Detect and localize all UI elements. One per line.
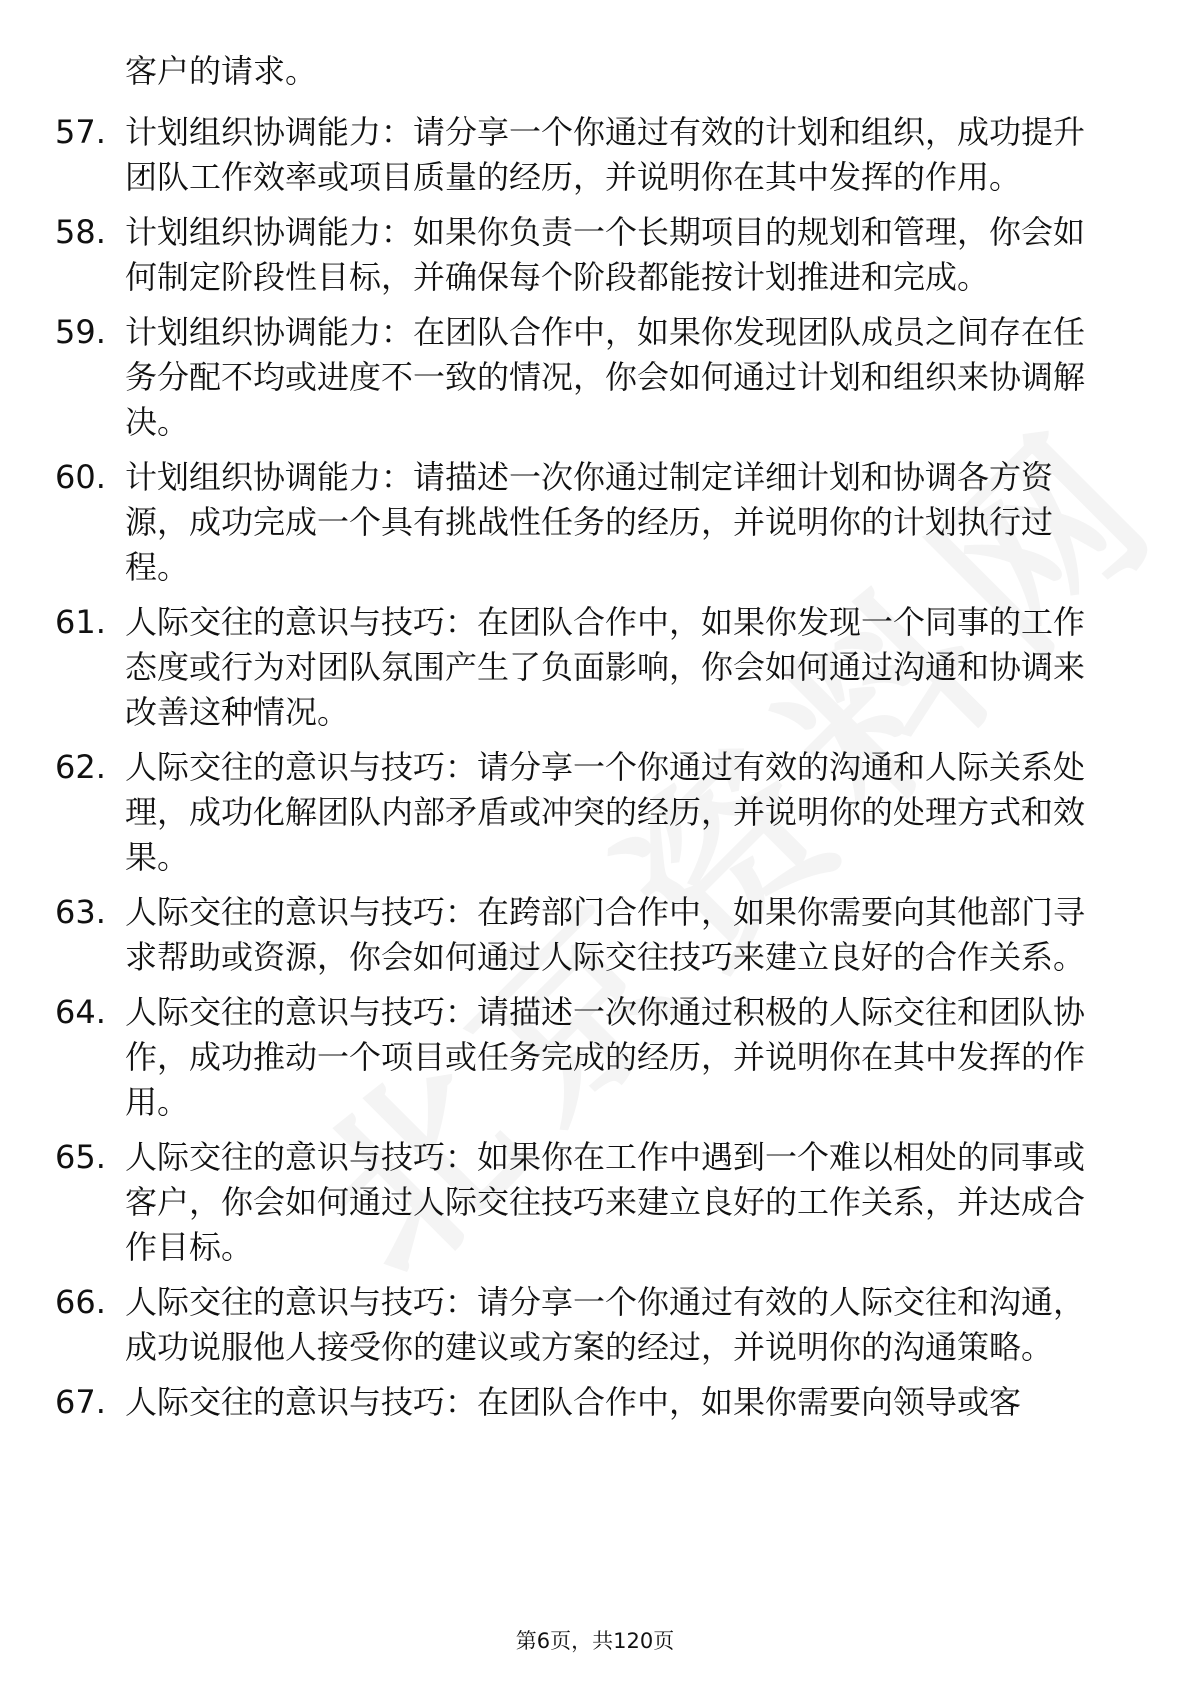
question-number: 64.	[55, 993, 106, 1031]
question-text: 计划组织协调能力：如果你负责一个长期项目的规划和管理，你会如何制定阶段性目标，并确保每个阶段都能按计划推进和完成。	[125, 213, 1086, 296]
question-number: 62.	[55, 748, 106, 786]
page-footer: 第6页，共120页	[515, 1629, 675, 1653]
question-number: 66.	[55, 1283, 106, 1321]
question-number: 63.	[55, 893, 106, 931]
question-item	[0, 1380, 1115, 1425]
question-number: 67.	[55, 1383, 106, 1421]
question-item	[0, 110, 1115, 200]
question-list	[0, 110, 1190, 1435]
question-number: 57.	[55, 113, 106, 151]
question-text: 人际交往的意识与技巧：在团队合作中，如果你需要向领导或客	[125, 1383, 1022, 1421]
question-number: 65.	[55, 1138, 106, 1176]
question-item	[0, 600, 1115, 735]
question-text: 人际交往的意识与技巧：请分享一个你通过有效的沟通和人际关系处理，成功化解团队内部矛盾或冲突的经历，并说明你的处理方式和效果。	[125, 748, 1086, 876]
question-item	[0, 210, 1115, 300]
question-text: 人际交往的意识与技巧：请描述一次你通过积极的人际交往和团队协作，成功推动一个项目或任务完成的经历，并说明你在其中发挥的作用。	[125, 993, 1086, 1121]
question-text: 人际交往的意识与技巧：如果你在工作中遇到一个难以相处的同事或客户，你会如何通过人际交往技巧来建立良好的工作关系，并达成合作目标。	[125, 1138, 1086, 1266]
question-text: 人际交往的意识与技巧：在跨部门合作中，如果你需要向其他部门寻求帮助或资源，你会如何通过人际交往技巧来建立良好的合作关系。	[125, 893, 1086, 976]
question-item	[0, 455, 1115, 590]
question-item	[0, 890, 1115, 980]
question-item	[0, 745, 1115, 880]
question-number: 58.	[55, 213, 106, 251]
question-text: 计划组织协调能力：请分享一个你通过有效的计划和组织，成功提升团队工作效率或项目质量的经历，并说明你在其中发挥的作用。	[125, 113, 1086, 196]
question-number: 60.	[55, 458, 106, 496]
question-item	[0, 990, 1115, 1125]
question-number: 59.	[55, 313, 106, 351]
question-text: 计划组织协调能力：在团队合作中，如果你发现团队成员之间存在任务分配不均或进度不一致的情况，你会如何通过计划和组织来协调解决。	[125, 313, 1086, 441]
continuation-text: 客户的请求。	[125, 52, 318, 90]
question-item	[0, 1280, 1115, 1370]
question-item	[0, 310, 1115, 445]
question-text: 计划组织协调能力：请描述一次你通过制定详细计划和协调各方资源，成功完成一个具有挑战性任务的经历，并说明你的计划执行过程。	[125, 458, 1054, 586]
question-text: 人际交往的意识与技巧：请分享一个你通过有效的人际交往和沟通，成功说服他人接受你的建议或方案的经过，并说明你的沟通策略。	[125, 1283, 1086, 1366]
question-number: 61.	[55, 603, 106, 641]
question-text: 人际交往的意识与技巧：在团队合作中，如果你发现一个同事的工作态度或行为对团队氛围产生了负面影响，你会如何通过沟通和协调来改善这种情况。	[125, 603, 1086, 731]
question-item	[0, 1135, 1115, 1270]
